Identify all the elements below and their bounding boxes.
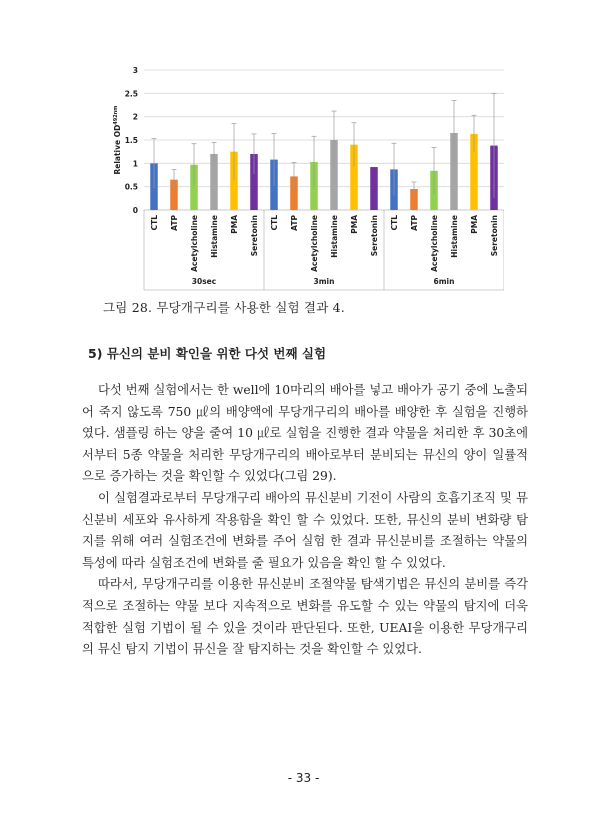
x-tick-label: Seretonin (250, 215, 259, 257)
y-tick-label: 1 (132, 159, 138, 169)
section-title: 5) 뮤신의 분비 확인을 위한 다섯 번째 실험 (88, 346, 327, 361)
y-tick-label: 3 (132, 66, 138, 75)
group-label: 6min (433, 277, 455, 286)
x-tick-label: ATP (410, 215, 419, 231)
chart-svg (104, 60, 504, 292)
y-tick-label: 2.5 (124, 89, 138, 99)
paragraph: 다섯 번째 실험에서는 한 well에 10마리의 배아를 넣고 배아가 공기 중에 노출되어 죽지 않도록 750 ㎕의 배양액에 무당개구리의 배아를 배양한 후 실험을 진행하였다. 샘플링 하는 양을 줄여 10 ㎕로 실험을 진행한 결과 약물을 처리한 후 30초에서부터 5종 약물을 처리한 무당개구리의 배아로부터 분비되는 뮤신의 양이 일률적으로 증가하는 것을 확인할 수 있었다(그림 29). (82, 383, 528, 484)
page-number: - 33 - (287, 771, 320, 785)
x-tick-label: CTL (270, 215, 279, 231)
x-tick-label: Histamine (210, 215, 219, 258)
x-tick-label: PMA (470, 215, 479, 234)
x-tick-label: Histamine (330, 215, 339, 258)
x-tick-label: Acetylcholine (190, 215, 199, 272)
y-tick-label: 0 (132, 206, 138, 215)
group-label: 3min (313, 277, 335, 286)
bar-chart (104, 60, 504, 292)
x-tick-label: Histamine (450, 215, 459, 258)
bar (370, 167, 378, 210)
y-axis-label: Relative $OD^{492nm}$ (113, 105, 122, 175)
y-tick-label: 0.5 (124, 182, 138, 192)
figure-caption: 그림 28. 무당개구리를 사용한 실험 결과 4. (103, 300, 345, 315)
x-tick-label: ATP (290, 215, 299, 231)
x-tick-label: PMA (350, 215, 359, 234)
x-tick-label: Acetylcholine (310, 215, 319, 272)
x-tick-label: Seretonin (490, 215, 499, 257)
y-tick-label: 1.5 (124, 136, 138, 145)
y-tick-label: 2 (132, 112, 138, 122)
paragraph: 따라서, 무당개구리를 이용한 뮤신분비 조절약물 탐색기법은 뮤신의 분비를 즉각적으로 조절하는 약물 보다 지속적으로 변화를 유도할 수 있는 약물의 탐지에 더욱 적합한 실험 기법이 될 수 있을 것이라 판단된다. 또한, UEAI을 이용한 무당개구리의 뮤신 탐지 기법이 뮤신을 잘 탐지하는 것을 확인할 수 있었다. (82, 577, 528, 657)
x-tick-label: PMA (230, 215, 239, 234)
body-text (82, 380, 528, 661)
x-tick-label: ATP (170, 215, 179, 231)
x-tick-label: Seretonin (370, 215, 379, 257)
x-tick-label: CTL (150, 215, 159, 231)
x-tick-label: CTL (390, 215, 399, 231)
y-axis-label-sub: 492nm (113, 105, 119, 125)
paragraph: 이 실험결과로부터 무당개구리 배아의 뮤신분비 기전이 사람의 호흡기조직 및 뮤신분비 세포와 유사하게 작용함을 확인 할 수 있었다. 또한, 뮤신의 분비 변화량 탐지를 위해 여러 실험조건에 변화를 주어 실험 한 결과 뮤신분비를 조절하는 약물의 특성에 따라 실험조건에 변화를 줄 필요가 있음을 확인 할 수 있었다. (82, 490, 528, 570)
x-tick-label: Acetylcholine (430, 215, 439, 272)
group-label: 30sec (191, 277, 217, 286)
